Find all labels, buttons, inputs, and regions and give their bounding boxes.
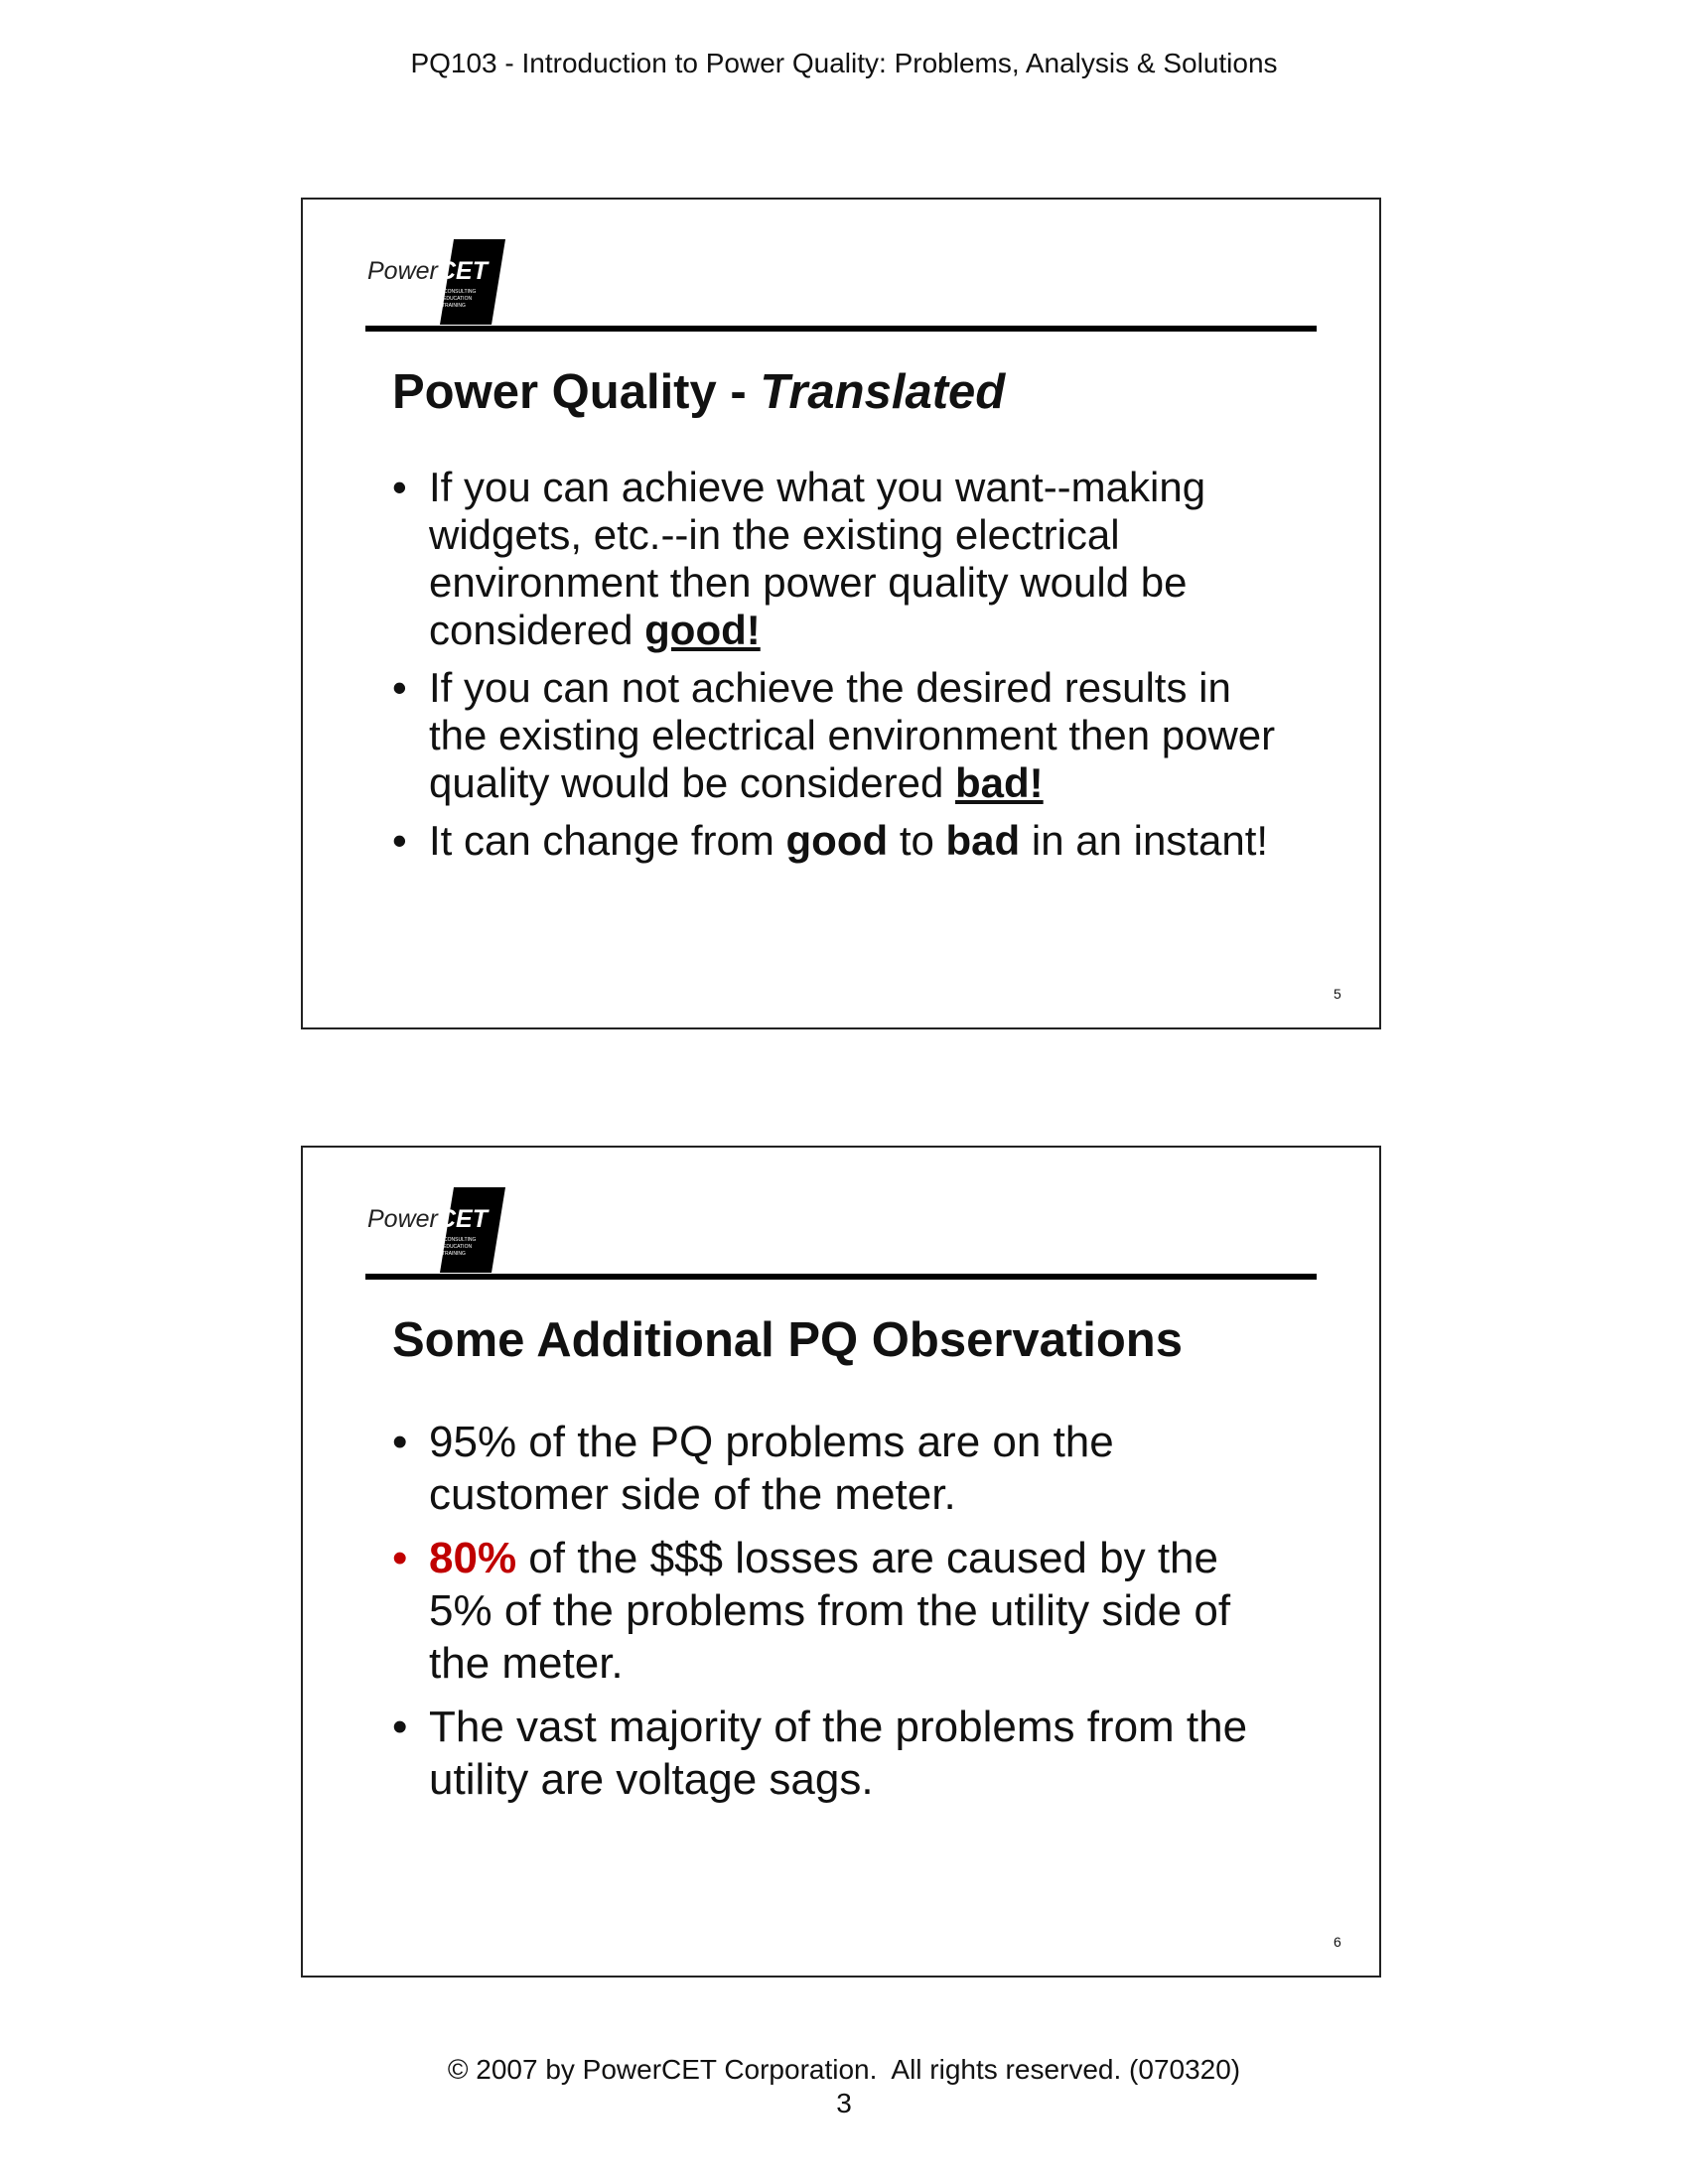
svg-text:Power: Power bbox=[367, 257, 438, 285]
slide-number: 5 bbox=[1334, 986, 1341, 1002]
document-header: PQ103 - Introduction to Power Quality: Problems, Analysis & Solutions bbox=[410, 48, 1278, 78]
svg-text:CONSULTING: CONSULTING bbox=[444, 289, 477, 295]
slide-number: 6 bbox=[1334, 1934, 1341, 1950]
bullet-item: • 95% of the PQ problems are on the customer side of the meter. bbox=[392, 1418, 1114, 1519]
svg-text:CET: CET bbox=[438, 1205, 488, 1233]
bullet-item: • The vast majority of the problems from the utility are voltage sags. bbox=[392, 1703, 1248, 1804]
slide-5 bbox=[301, 198, 1381, 1029]
svg-text:Power: Power bbox=[367, 1205, 438, 1233]
slide-title: Some Additional PQ Observations bbox=[392, 1313, 1183, 1367]
bullet-item: • If you can achieve what you want--making widgets, etc.--in the existing electrical environment then power quality would be considered good! bbox=[392, 464, 1206, 653]
powercet-logo bbox=[366, 237, 515, 327]
bullet-item: • 80% of the $$$ losses are caused by the 5% of the problems from the utility side of the meter. bbox=[392, 1534, 1231, 1688]
svg-text:CONSULTING: CONSULTING bbox=[444, 1237, 477, 1243]
page-number: 3 bbox=[836, 2088, 852, 2118]
svg-text:TRAINING: TRAINING bbox=[442, 303, 466, 309]
copyright: © 2007 by PowerCET Corporation. All rights reserved. (070320) bbox=[447, 2054, 1241, 2085]
document-footer bbox=[0, 2053, 1688, 2120]
slide-title: Power Quality - Translated bbox=[392, 365, 1006, 419]
bullet-item: • If you can not achieve the desired results in the existing electrical environment then power quality would be considered bad! bbox=[392, 664, 1276, 806]
bullet-item: • It can change from good to bad in an instant! bbox=[392, 817, 1269, 864]
svg-text:EDUCATION: EDUCATION bbox=[443, 296, 473, 302]
svg-text:EDUCATION: EDUCATION bbox=[443, 1244, 473, 1250]
header-rule bbox=[365, 1274, 1317, 1280]
slide-6 bbox=[301, 1146, 1381, 1978]
header-rule bbox=[365, 326, 1317, 332]
powercet-logo bbox=[366, 1185, 515, 1275]
svg-text:CET: CET bbox=[438, 257, 488, 285]
svg-text:TRAINING: TRAINING bbox=[442, 1251, 466, 1257]
